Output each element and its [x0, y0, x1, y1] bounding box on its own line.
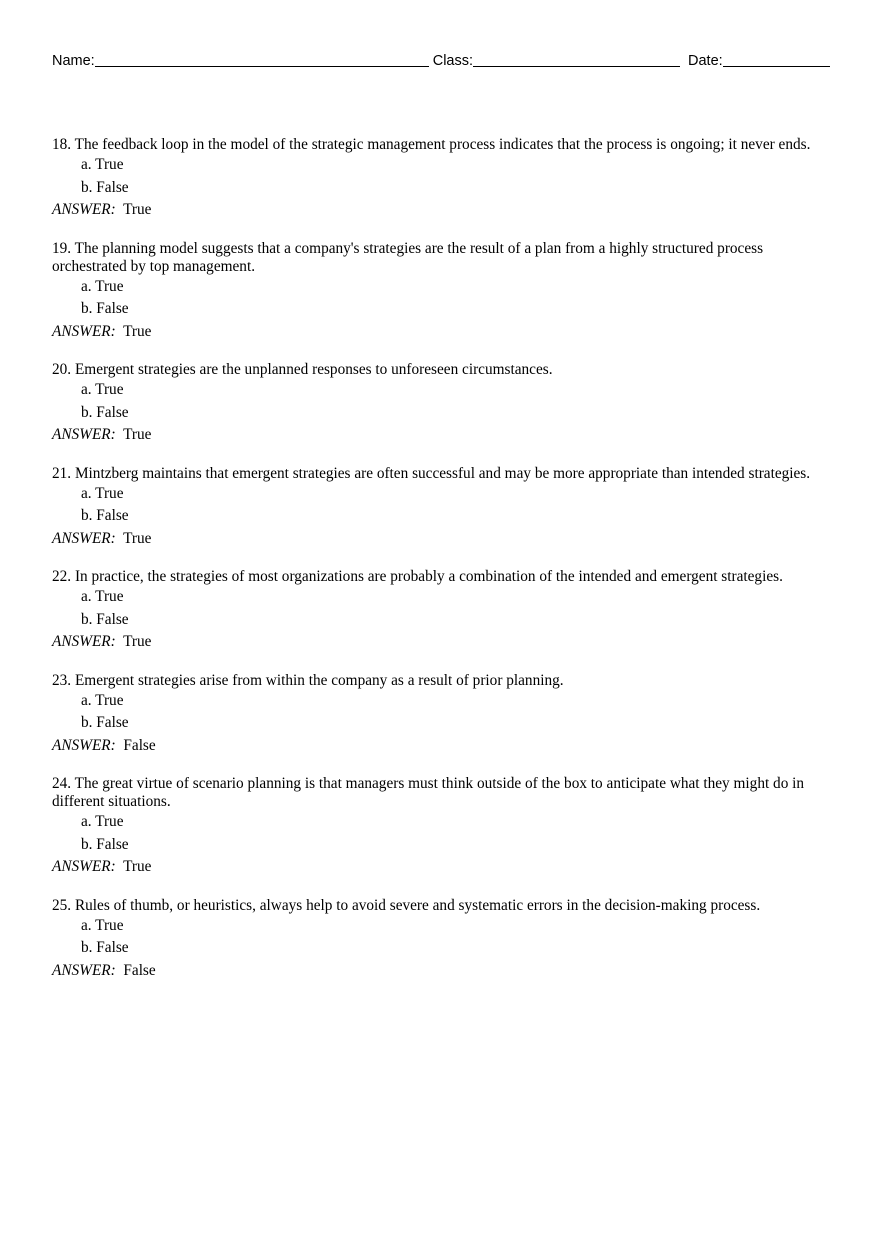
option-false: b. False: [81, 403, 129, 421]
answer-value: True: [123, 529, 152, 547]
question-list: [52, 136, 824, 1000]
option-true: a. True: [81, 588, 124, 605]
class-label: Class:: [432, 53, 474, 69]
option-false: b. False: [81, 178, 129, 196]
option-false: b. False: [81, 939, 129, 956]
option-false: b. False: [81, 714, 129, 731]
answer-value: True: [123, 633, 152, 650]
answer-label: ANSWER:: [52, 736, 116, 754]
answer-label: ANSWER:: [52, 961, 116, 979]
answer-line: [52, 321, 824, 344]
option-true: a. True: [81, 156, 124, 173]
answer-value: True: [123, 201, 152, 218]
option-false: b. False: [81, 507, 129, 524]
class-blank[interactable]: [473, 52, 680, 67]
answer-value: False: [123, 736, 156, 754]
question-stem: 20. Emergent strategies are the unplanned responses to unforeseen circumstances.: [52, 361, 553, 378]
option-true: a. True: [81, 813, 124, 830]
answer-value: False: [123, 961, 156, 979]
option-false: b. False: [81, 835, 129, 853]
option-true: a. True: [81, 484, 124, 502]
option-true: a. True: [81, 277, 124, 295]
answer-value: True: [123, 858, 152, 875]
option-true: a. True: [81, 916, 124, 934]
name-blank[interactable]: [95, 52, 429, 67]
name-label: Name:: [52, 53, 95, 69]
answer-line: [52, 735, 824, 758]
question-stem: 21. Mintzberg maintains that emergent strategies are often successful and may be more appropriate than intended strategies.: [52, 464, 811, 482]
date-label: Date:: [688, 53, 723, 69]
answer-line: [52, 199, 824, 222]
option-false: b. False: [81, 610, 129, 628]
question-stem: 24. The great virtue of scenario planning is that managers must think outside of the box to anticipate what they might do in different situations.: [52, 775, 805, 810]
answer-line: [52, 856, 824, 879]
question-24: [52, 775, 824, 879]
question-22: [52, 568, 824, 654]
header-fields: [52, 52, 830, 70]
question-25: [52, 897, 824, 983]
answer-label: ANSWER:: [52, 858, 116, 875]
answer-label: ANSWER:: [52, 633, 116, 650]
question-19: [52, 240, 824, 344]
question-23: [52, 672, 824, 758]
option-false: b. False: [81, 300, 129, 317]
question-stem: 23. Emergent strategies arise from within the company as a result of prior planning.: [52, 671, 564, 689]
question-stem: 19. The planning model suggests that a company's strategies are the result of a plan from a highly structured process orchestrated by top management.: [52, 239, 764, 275]
answer-label: ANSWER:: [52, 201, 116, 218]
answer-value: True: [123, 426, 152, 443]
question-stem: 25. Rules of thumb, or heuristics, always help to avoid severe and systematic errors in the decision-making process.: [52, 896, 761, 914]
answer-line: [52, 631, 824, 654]
answer-line: [52, 960, 824, 983]
question-21: [52, 465, 824, 551]
option-true: a. True: [81, 691, 124, 709]
answer-label: ANSWER:: [52, 322, 116, 340]
answer-line: [52, 528, 824, 551]
date-blank[interactable]: [723, 52, 830, 67]
answer-label: ANSWER:: [52, 529, 116, 547]
question-20: [52, 361, 824, 447]
question-18: [52, 136, 824, 222]
question-stem: 22. In practice, the strategies of most organizations are probably a combination of the intended and emergent strategies.: [52, 568, 783, 585]
option-true: a. True: [81, 381, 124, 398]
answer-label: ANSWER:: [52, 426, 116, 443]
answer-value: True: [123, 322, 152, 340]
answer-line: [52, 424, 824, 447]
question-stem: 18. The feedback loop in the model of the strategic management process indicates that the process is ongoing; it never ends.: [52, 136, 811, 153]
